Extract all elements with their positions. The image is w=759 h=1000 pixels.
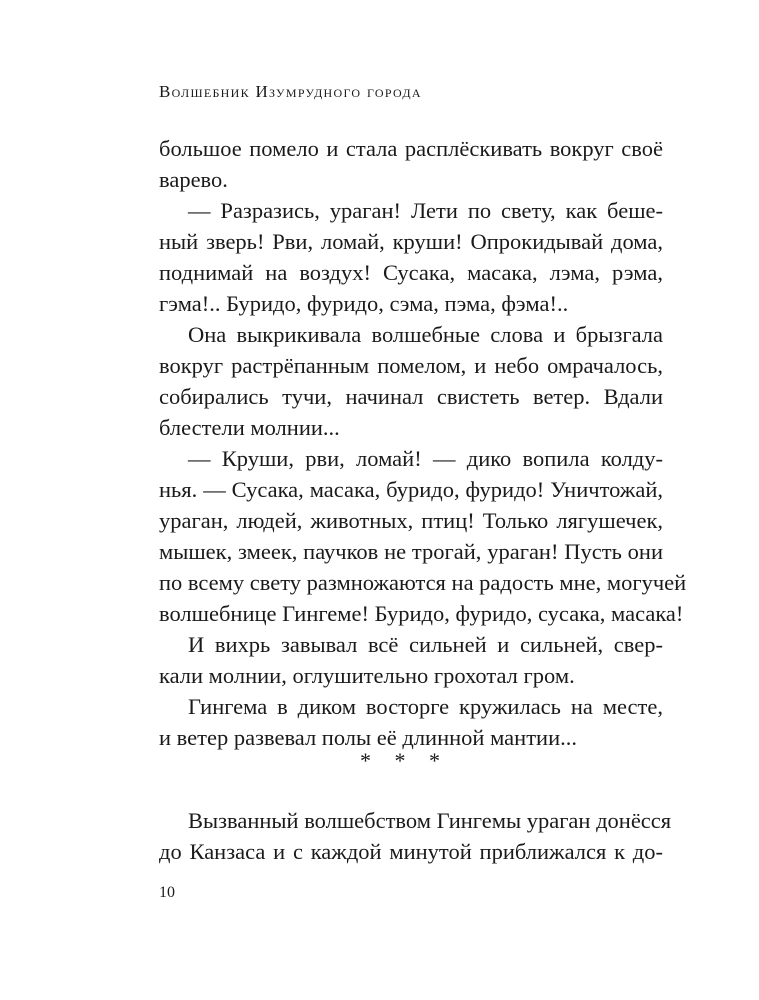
section-separator: * * * (360, 748, 449, 773)
text-line: собирались тучи, начинал свистеть ветер. Вдали (159, 384, 663, 409)
text-line: и ветер развевал полы её длинной мантии... (159, 725, 577, 750)
text-line: Гингема в диком восторге кружилась на месте, (188, 694, 663, 719)
text-line: ный зверь! Рви, ломай, круши! Опрокидывай дома, (159, 229, 663, 254)
body-text-lower (159, 805, 672, 867)
text-line: поднимай на воздух! Сусака, масака, лэма, рэма, (159, 260, 663, 285)
text-line: большое помело и стала расплёскивать вокруг своё (159, 136, 663, 161)
text-line: по всему свету размножаются на радость мне, могучей (159, 570, 687, 595)
text-line: варево. (159, 167, 228, 192)
text-line: гэма!.. Буридо, фуридо, сэма, пэма, фэма!.. (159, 291, 569, 316)
text-line: блестели молнии... (159, 415, 340, 440)
text-line: ураган, людей, животных, птиц! Только лягушечек, (159, 508, 663, 533)
text-line: волшебнице Гингеме! Буридо, фуридо, сусака, масака! (159, 601, 684, 626)
running-head: Волшебник Изумрудного города (159, 82, 422, 101)
text-line: И вихрь завывал всё сильней и сильней, свер- (188, 632, 663, 657)
text-line: кали молнии, оглушительно грохотал гром. (159, 663, 575, 688)
text-line: — Разразись, ураган! Лети по свету, как беше- (188, 198, 663, 223)
text-line: мышек, змеек, паучков не трогай, ураган! Пусть они (159, 539, 663, 564)
text-line: вокруг растрёпанным помелом, и небо омрачалось, (159, 353, 663, 378)
text-line: нья. — Сусака, масака, буридо, фуридо! Уничтожай, (159, 477, 663, 502)
text-line: Вызванный волшебством Гингемы ураган донёсся (188, 808, 672, 833)
text-line: Она выкрикивала волшебные слова и брызгала (188, 322, 663, 347)
text-line: до Канзаса и с каждой минутой приближался к до- (159, 839, 663, 864)
text-line: — Круши, рви, ломай! — дико вопила колду- (188, 446, 663, 471)
body-text-upper (159, 133, 687, 753)
page-number: 10 (159, 884, 175, 901)
